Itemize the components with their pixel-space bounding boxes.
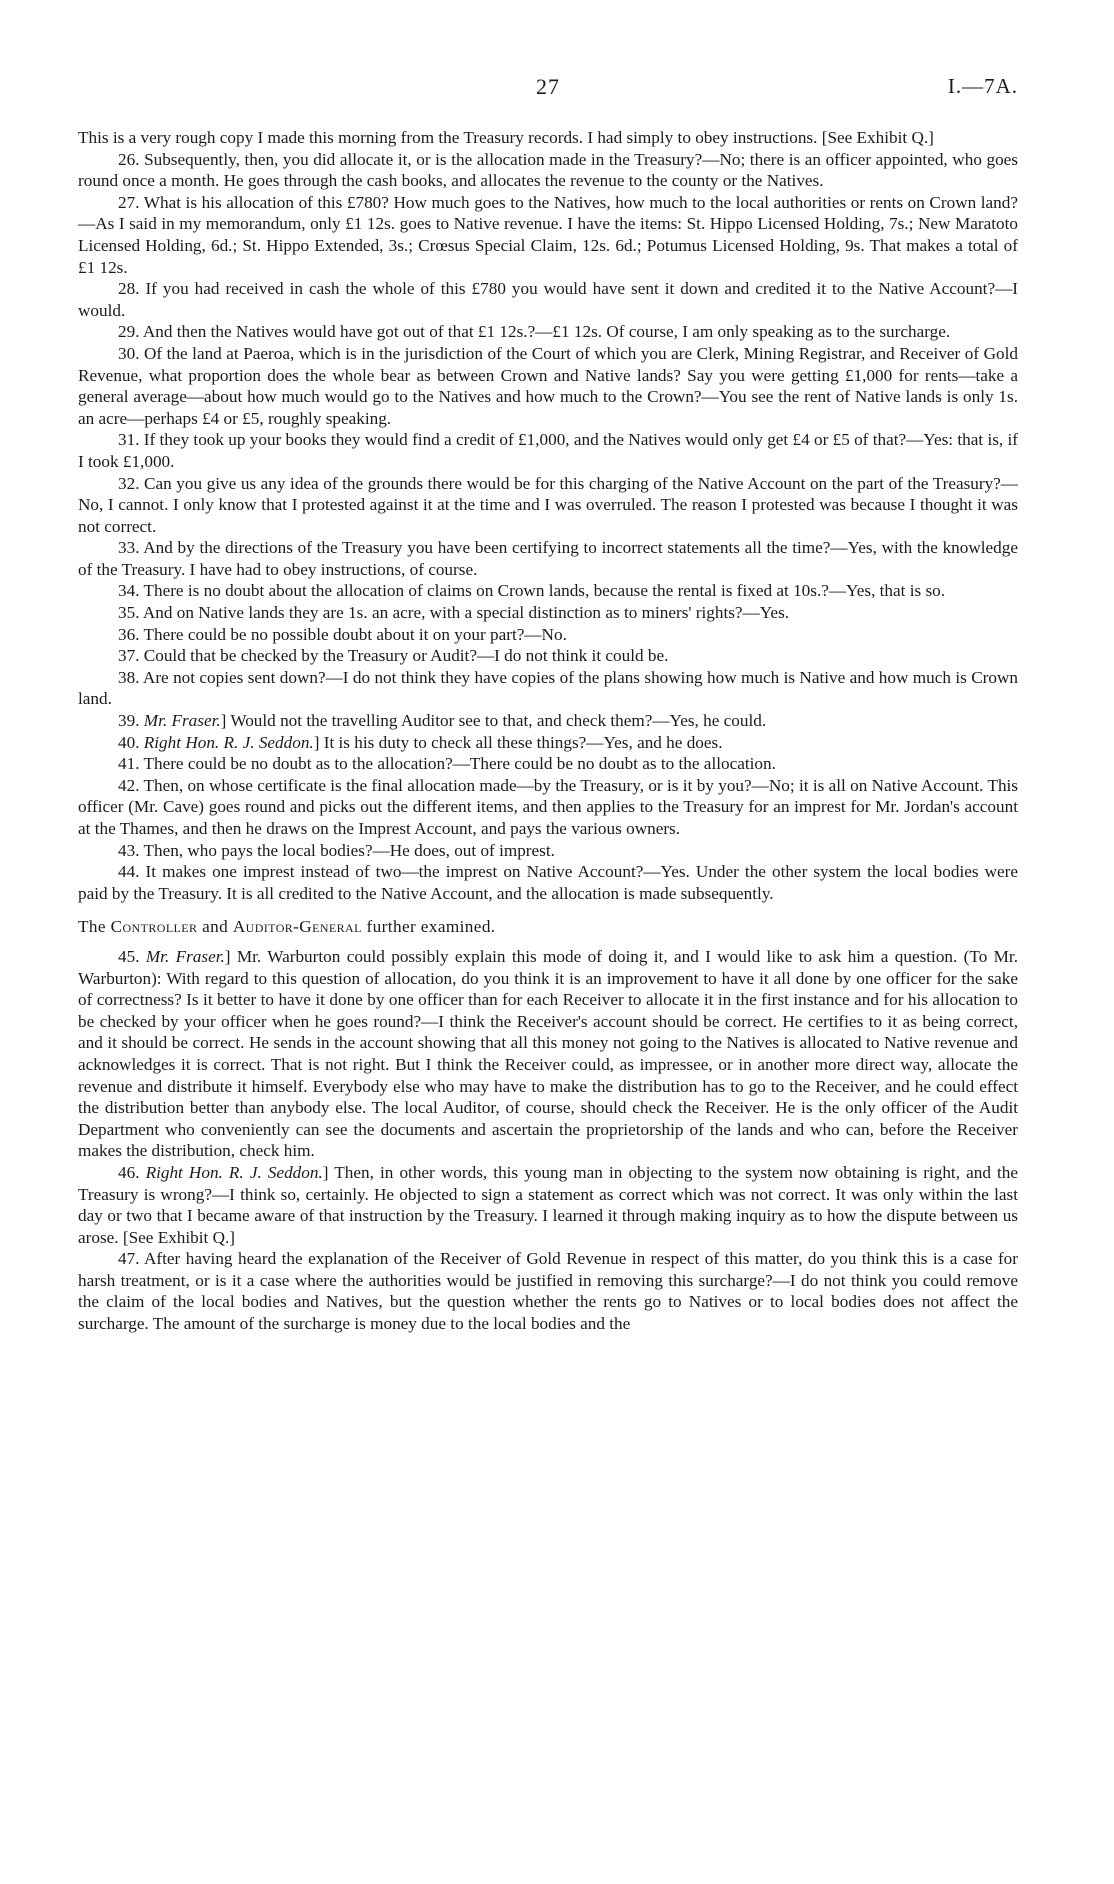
reference-code: I.—7A. — [947, 74, 1018, 98]
evidence-paragraph — [78, 732, 1018, 754]
section-heading-name-a: Controller — [110, 917, 198, 937]
evidence-paragraph — [78, 753, 1018, 775]
evidence-paragraph — [78, 624, 1018, 646]
evidence-paragraph — [78, 602, 1018, 624]
section-heading-suffix: further examined. — [361, 917, 496, 937]
speaker-name: Right Hon. R. J. Seddon. — [143, 732, 314, 752]
paragraph-text: 29. And then the Natives would have got out of that £1 12s.?—£1 12s. Of course, I am only speaking as to the surcharge. — [118, 322, 951, 342]
page-number: 27 — [536, 74, 560, 99]
paragraph-text: 31. If they took up your books they would find a credit of £1,000, and the Natives would only get £4 or £5 of that?—Yes: that is, if I took £1,000. — [78, 430, 1018, 471]
evidence-paragraph — [78, 710, 1018, 732]
evidence-paragraph — [78, 192, 1018, 278]
section-heading-name-b: Auditor-General — [232, 917, 362, 937]
evidence-paragraph — [78, 840, 1018, 862]
paragraph-text: 44. It makes one imprest instead of two—the imprest on Native Account?—Yes. Under the other system the local bodies were paid by the Treasury. It is all credited to the Native Account, and the allocation is made subsequently. — [78, 862, 1018, 903]
evidence-paragraph — [78, 127, 1018, 149]
paragraph-text: 37. Could that be checked by the Treasury or Audit?—I do not think it could be. — [118, 646, 669, 666]
paragraph-text: 34. There is no doubt about the allocation of claims on Crown lands, because the rental is fixed at 10s.?—Yes, that is so. — [118, 581, 946, 601]
question-number: 39. — [118, 711, 144, 731]
evidence-paragraph — [78, 537, 1018, 580]
speaker-name: Right Hon. R. J. Seddon. — [145, 1162, 323, 1182]
paragraph-text: 30. Of the land at Paeroa, which is in the jurisdiction of the Court of which you are Clerk, Mining Registrar, and Receiver of Gold Revenue, what proportion does the whole bear as between Crown and Native lands? Say you were getting £1,000 for rents—take a general average—about how much would go to the Natives and how much to the Crown?—You see the rent of Native lands is only 1s. an acre—perhaps £4 or £5, roughly speaking. — [78, 343, 1018, 428]
paragraph-text: ] Would not the travelling Auditor see to that, and check them?—Yes, he could. — [220, 711, 767, 731]
evidence-paragraph — [78, 1162, 1018, 1248]
paragraph-text: ] It is his duty to check all these things?—Yes, and he does. — [313, 732, 723, 752]
paragraph-text: ] Mr. Warburton could possibly explain this mode of doing it, and I would like to ask him a question. (To Mr. Warburton): With regard to this question of allocation, do you think it is an improvement to have it all done by one officer for the sake of correctness? Is it better to have it done by one officer than for each Receiver to allocate it in the first instance and for his allocation to be checked by your officer when he goes round?—I think the Receiver's account should be correct. He certifies to it as being correct, and it should be correct. He sends in the account showing that all this money not going to the Natives is allocated to Native revenue and acknowledges it is correct. That is not right. But I think the Receiver could, as impressee, or in another more direct way, allocate the revenue and distribute it himself. Everybody else who may have to make the distribution has to go to the Receiver, and he could effect the distribution better than anybody else. The local Auditor, of course, should check the Receiver. He is the only officer of the Audit Department who conveniently can see the documents and ascertain the proprietorship of the lands and who can, before the Receiver makes the distribution, check him. — [78, 946, 1018, 1161]
question-number: 46. — [118, 1162, 146, 1182]
evidence-paragraph — [78, 667, 1018, 710]
evidence-paragraphs-part-1 — [78, 127, 1018, 904]
evidence-paragraph — [78, 278, 1018, 321]
evidence-paragraph — [78, 343, 1018, 429]
evidence-paragraph — [78, 580, 1018, 602]
speaker-name: Mr. Fraser. — [143, 711, 221, 731]
paragraph-text: 26. Subsequently, then, you did allocate it, or is the allocation made in the Treasury?—No; there is an officer appointed, who goes round once a month. He goes through the cash books, and allocates the revenue to the county or the Natives. — [78, 149, 1018, 191]
evidence-paragraph — [78, 1248, 1018, 1334]
paragraph-text: 32. Can you give us any idea of the grounds there would be for this charging of the Native Account on the part of the Treasury?—No, I cannot. I only know that I protested against it at the time and I was overruled. The reason I protested was because I thought it was not correct. — [78, 473, 1018, 536]
paragraph-text: This is a very rough copy I made this morning from the Treasury records. I had simply to obey instructions. [See Exhibit Q.] — [78, 128, 934, 147]
evidence-paragraph — [78, 775, 1018, 840]
question-number: 45. — [118, 946, 146, 966]
section-heading-prefix: The — [78, 917, 111, 937]
evidence-paragraph — [78, 861, 1018, 904]
evidence-paragraph — [78, 321, 1018, 343]
speaker-name: Mr. Fraser. — [145, 946, 225, 966]
evidence-paragraph — [78, 645, 1018, 667]
paragraph-text: 42. Then, on whose certificate is the final allocation made—by the Treasury, or is it by you?—No; it is all on Native Account. This officer (Mr. Cave) goes round and picks out the different items, and then applies to the Treasury for an imprest for Mr. Jordan's account at the Thames, and then he draws on the Imprest Account, and pays the various owners. — [78, 775, 1018, 838]
minutes-of-evidence — [78, 127, 1018, 1335]
section-heading — [78, 916, 1018, 938]
paragraph-text: 35. And on Native lands they are 1s. an acre, with a special distinction as to miners' rights?—Yes. — [118, 603, 790, 623]
question-number: 40. — [118, 732, 144, 752]
paragraph-text: 47. After having heard the explanation of the Receiver of Gold Revenue in respect of this matter, do you think this is a case for harsh treatment, or is it a case where the authorities would be justified in removing this surcharge?—I do not think you could remove the claim of the local bodies and Natives, but the question whether the rents go to Natives or to local bodies does not affect the surcharge. The amount of the surcharge is money due to the local bodies and the — [78, 1249, 1018, 1334]
evidence-paragraphs-part-2 — [78, 946, 1018, 1335]
paragraph-text: 43. Then, who pays the local bodies?—He does, out of imprest. — [118, 840, 555, 860]
evidence-paragraph — [78, 149, 1018, 192]
evidence-paragraph — [78, 946, 1018, 1162]
paragraph-text: 41. There could be no doubt as to the allocation?—There could be no doubt as to the allocation. — [118, 754, 776, 774]
paragraph-text: 36. There could be no possible doubt about it on your part?—No. — [118, 624, 567, 644]
section-heading-middle: and — [197, 917, 233, 937]
evidence-paragraph — [78, 429, 1018, 472]
paragraph-text: 33. And by the directions of the Treasury you have been certifying to incorrect statements all the time?—Yes, with the knowledge of the Treasury. I have had to obey instructions, of course. — [78, 538, 1018, 579]
evidence-paragraph — [78, 473, 1018, 538]
page-header — [78, 74, 1018, 102]
paragraph-text: 27. What is his allocation of this £780? How much goes to the Natives, how much to the local authorities or rents on Crown land?—As I said in my memorandum, only £1 12s. goes to Native revenue. I have the items: St. Hippo Licensed Holding, 7s.; New Maratoto Licensed Holding, 6d.; St. Hippo Extended, 3s.; Crœsus Special Claim, 12s. 6d.; Potumus Licensed Holding, 9s. That makes a total of £1 12s. — [78, 192, 1018, 277]
paragraph-text: 38. Are not copies sent down?—I do not think they have copies of the plans showing how much is Native and how much is Crown land. — [78, 667, 1018, 709]
paragraph-text: ] Then, in other words, this young man in objecting to the system now obtaining is right, and the Treasury is wrong?—I think so, certainly. He objected to sign a statement as correct which was not correct. It was only within the last day or two that I became aware of that instruction by the Treasury. I learned it through making inquiry as to how the dispute between us arose. [See Exhibit Q.] — [78, 1162, 1019, 1247]
paragraph-text: 28. If you had received in cash the whole of this £780 you would have sent it down and credited it to the Native Account?—I would. — [78, 279, 1018, 320]
